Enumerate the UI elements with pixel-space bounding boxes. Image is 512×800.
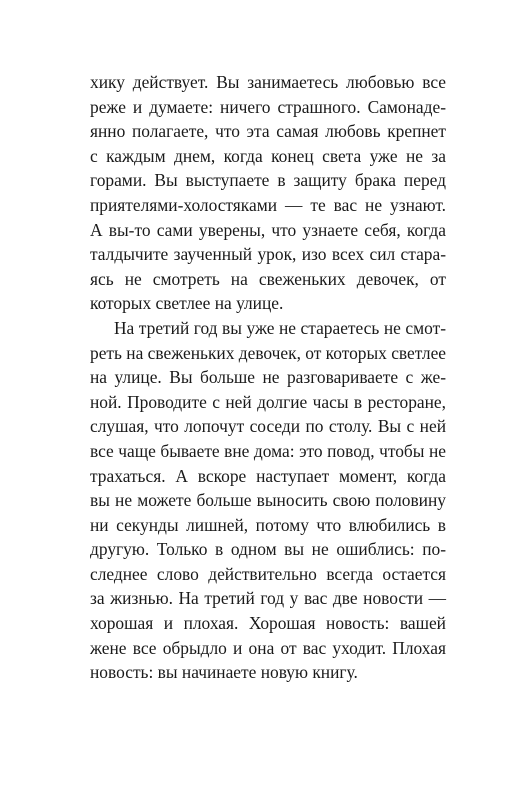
paragraph-1 bbox=[90, 70, 446, 316]
text-line: все чаще бываете вне дома: это повод, чтобы не bbox=[90, 440, 446, 461]
text-line: талдычите заученный урок, изо всех сил стара- bbox=[90, 244, 446, 265]
text-line: другую. Только в одном вы не ошиблись: по- bbox=[90, 539, 446, 560]
text-line: жене все обрыдло и она от вас уходит. Плохая bbox=[90, 637, 446, 658]
text-line: реть на свеженьких девочек, от которых светлее bbox=[90, 342, 447, 363]
text-line: ясь не смотреть на свеженьких девочек, от bbox=[90, 268, 446, 289]
text-line: горами. Вы выступаете в защиту брака перед bbox=[90, 170, 446, 191]
text-line: хику действует. Вы занимаетесь любовью все bbox=[90, 72, 446, 92]
text-line: которых светлее на улице. bbox=[90, 293, 284, 314]
text-line: приятелями-холостяками — те вас не узнают. bbox=[90, 194, 446, 215]
paragraph-2 bbox=[90, 316, 446, 685]
text-line: реже и думаете: ничего страшного. Самонаде- bbox=[90, 96, 446, 117]
text-line: новость: вы начинаете новую книгу. bbox=[90, 662, 358, 683]
text-line: слушая, что лопочут соседи по столу. Вы с ней bbox=[90, 416, 446, 437]
text-line: на улице. Вы больше не разговариваете с же- bbox=[90, 367, 446, 388]
page-body-text bbox=[90, 70, 446, 685]
text-line: А вы-то сами уверены, что узнаете себя, когда bbox=[90, 219, 446, 240]
text-line: трахаться. А вскоре наступает момент, когда bbox=[90, 465, 446, 486]
text-line: следнее слово действительно всегда остается bbox=[90, 563, 446, 584]
text-line: ни секунды лишней, потому что влюбились в bbox=[90, 514, 446, 535]
text-line: с каждым днем, когда конец света уже не за bbox=[90, 145, 446, 166]
text-line: На третий год вы уже не стараетесь не смот- bbox=[114, 317, 446, 338]
text-line: ной. Проводите с ней долгие часы в ресторане, bbox=[90, 391, 446, 412]
text-line: хорошая и плохая. Хорошая новость: вашей bbox=[90, 613, 446, 634]
text-line: вы не можете больше выносить свою половину bbox=[90, 490, 446, 511]
text-line: за жизнью. На третий год у вас две новости — bbox=[90, 588, 446, 609]
text-line: янно полагаете, что эта самая любовь крепнет bbox=[90, 121, 446, 142]
